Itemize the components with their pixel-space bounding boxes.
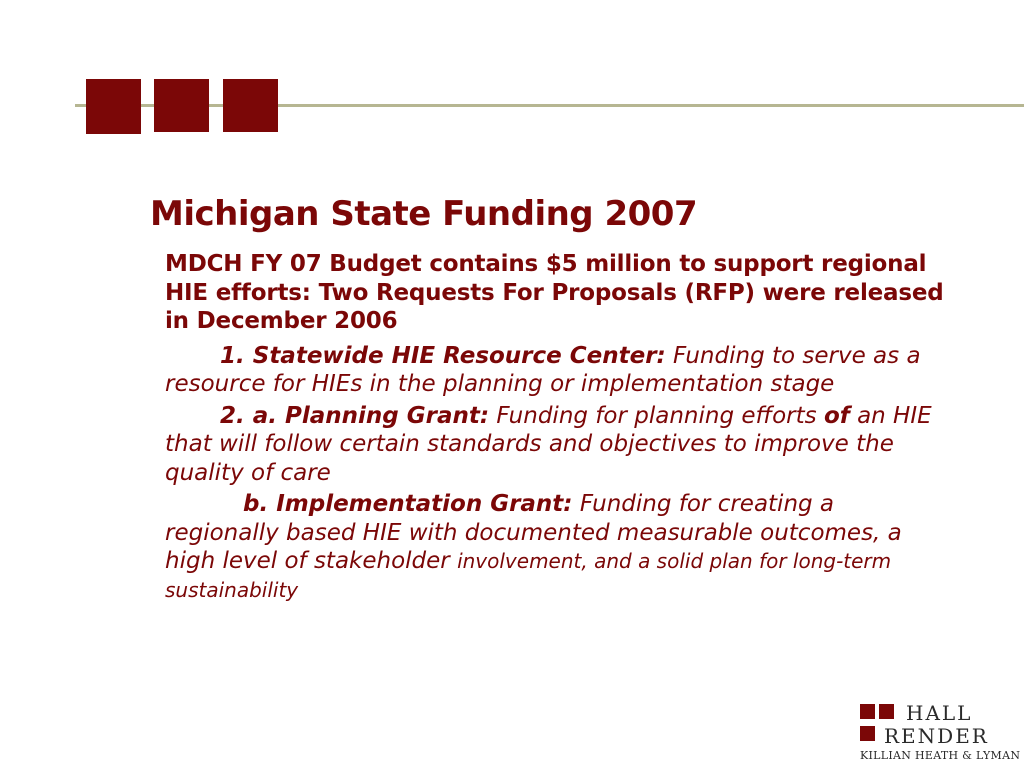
item-text: Funding for planning efforts (489, 402, 824, 429)
slide-title: Michigan State Funding 2007 (150, 194, 698, 234)
slide-body (165, 250, 945, 607)
item-resource-center (165, 342, 945, 399)
logo-square (860, 726, 875, 741)
logo-text-render: RENDER (884, 724, 989, 748)
item-label: b. Implementation Grant: (243, 491, 573, 517)
item-text-small: involvement, and a solid plan for long-term sustainability (165, 549, 892, 602)
item-planning-grant (165, 402, 945, 488)
header-rule (75, 104, 1024, 107)
logo-text-partners: KILLIAN HEATH & LYMAN (860, 749, 1021, 762)
lead-paragraph: MDCH FY 07 Budget contains $5 million to support regional HIE efforts: Two Requests For Proposals (RFP) were released in December 2006 (165, 251, 944, 334)
decor-square-3 (223, 79, 278, 132)
item-text-cont: an HIE that will follow certain standards and objectives to improve the quality of care (165, 402, 932, 486)
logo-text-hall: HALL (906, 701, 973, 725)
logo-square (860, 704, 875, 719)
decor-square-2 (154, 79, 209, 132)
item-implementation-grant (165, 490, 945, 604)
item-label: 2. a. Planning Grant: (220, 402, 490, 429)
decor-square-1 (86, 79, 141, 134)
item-text: Funding for creating a regionally based HIE with documented measurable outcomes, a high level of stakeholder (165, 491, 902, 574)
logo-square (879, 704, 894, 719)
item-label: 1. Statewide HIE Resource Center: (220, 342, 666, 369)
item-text: Funding to serve as a resource for HIEs in the planning or implementation stage (165, 342, 921, 397)
item-emphasis: of (823, 402, 850, 429)
